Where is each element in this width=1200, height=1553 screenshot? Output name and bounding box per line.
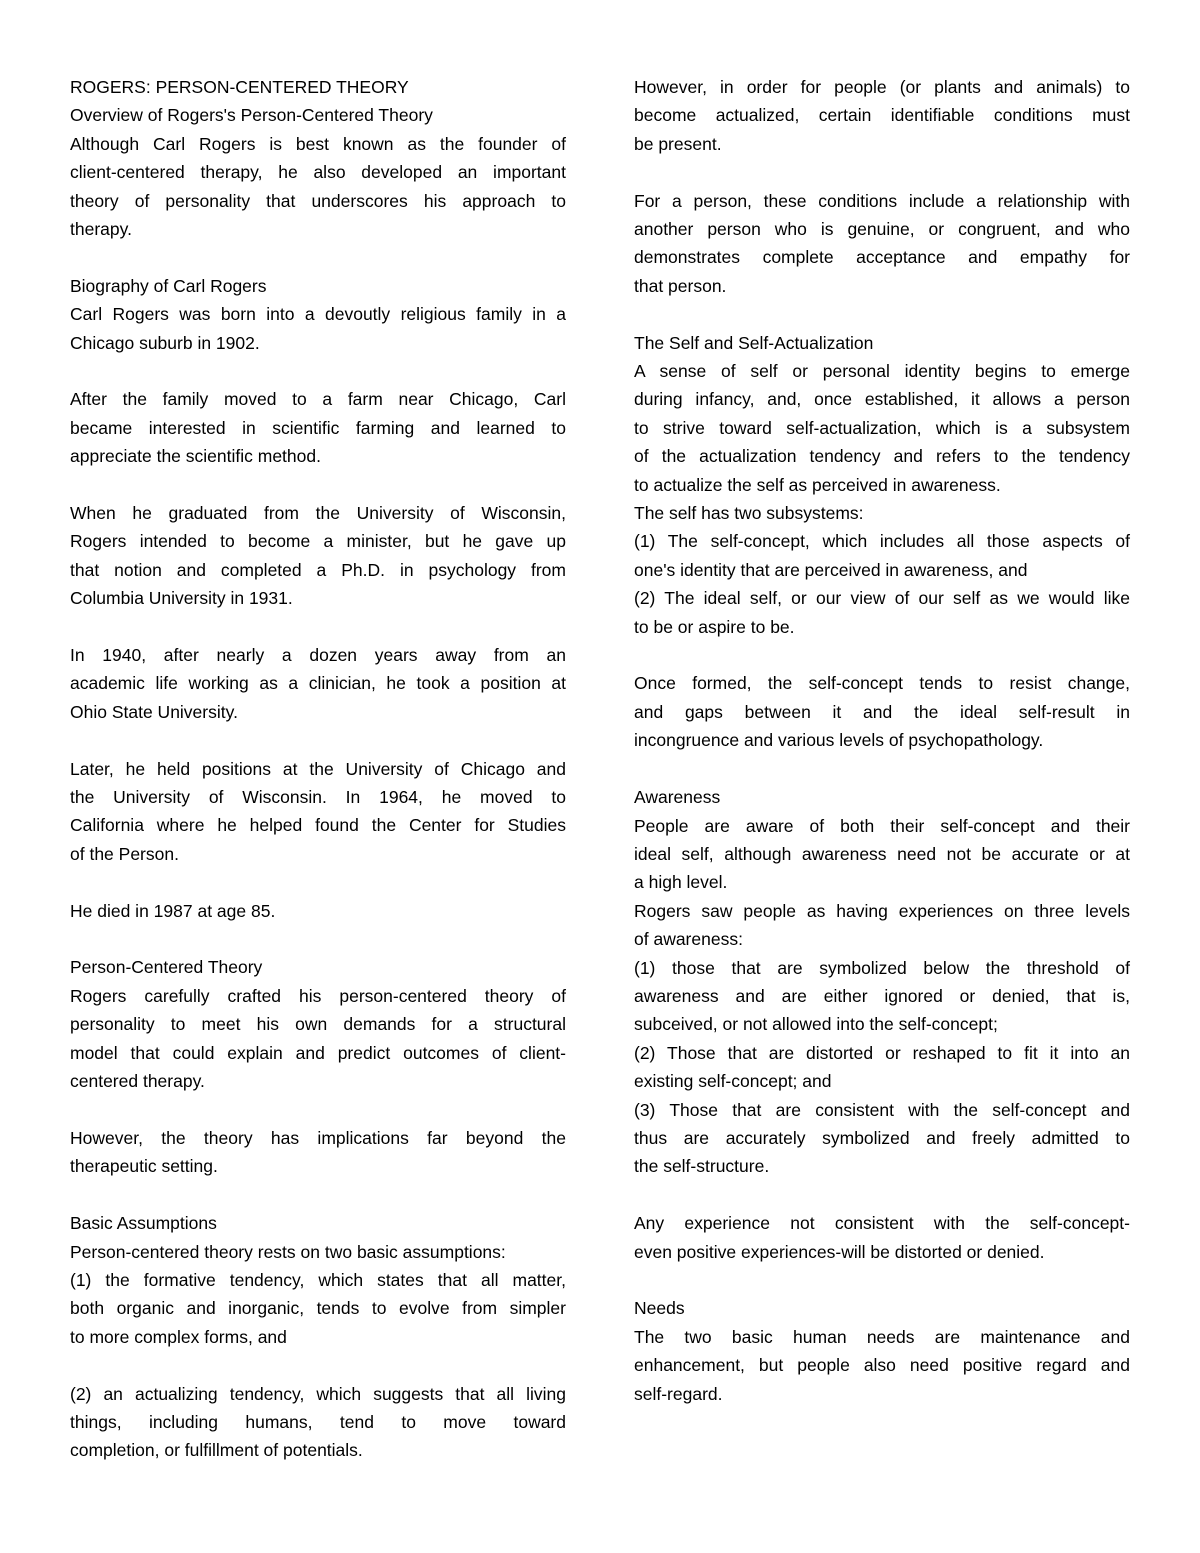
text-line: became interested in scientific farming and learned to [70,417,566,438]
text-line: After the family moved to a farm near Chicago, Carl [70,389,566,410]
paragraph [634,1323,1130,1408]
paragraph-spacer [634,1266,1130,1294]
paragraph-spacer [634,300,1130,328]
paragraph [634,1096,1130,1181]
paragraph [634,499,1130,527]
paragraph-spacer [70,1096,566,1124]
paragraph [634,669,1130,754]
paragraph [634,1209,1130,1266]
text-line: of awareness: [634,929,743,950]
section-heading [634,329,1130,357]
text-line: that person. [634,275,727,296]
text-line: to be or aspire to be. [634,616,795,637]
text-line: Basic Assumptions [70,1213,217,1234]
paragraph [70,130,566,244]
paragraph-spacer [70,868,566,896]
text-line: personality to meet his own demands for a structural [70,1014,566,1035]
paragraph [634,187,1130,301]
paragraph [70,1266,566,1351]
text-line: a high level. [634,872,728,893]
text-line: appreciate the scientific method. [70,446,321,467]
text-line: Later, he held positions at the University of Chicago and [70,758,566,779]
left-column [70,73,566,1465]
text-line: Rogers carefully crafted his person-centered theory of [70,985,566,1006]
paragraph [634,357,1130,499]
section-heading [70,1209,566,1237]
text-line: of the actualization tendency and refers to the tendency [634,446,1130,467]
text-line: The two basic human needs are maintenance and [634,1326,1130,1347]
text-line: Chicago suburb in 1902. [70,332,260,353]
paragraph [70,897,566,925]
paragraph [634,527,1130,584]
section-heading [634,783,1130,811]
section-heading [70,101,566,129]
text-line: Ohio State University. [70,701,238,722]
paragraph-spacer [70,243,566,271]
text-line: Biography of Carl Rogers [70,275,267,296]
paragraph-spacer [70,1181,566,1209]
paragraph [70,755,566,869]
paragraph [70,1124,566,1181]
paragraph [634,73,1130,158]
text-line: academic life working as a clinician, he took a position at [70,673,566,694]
text-line: the University of Wisconsin. In 1964, he moved to [70,787,566,808]
text-line: The self has two subsystems: [634,503,864,524]
paragraph [70,982,566,1096]
text-line: He died in 1987 at age 85. [70,900,276,921]
text-line: the self-structure. [634,1156,770,1177]
section-heading [70,272,566,300]
text-line: (2) Those that are distorted or reshaped to fit it into an [634,1042,1130,1063]
text-line: client-centered therapy, he also developed an important [70,162,566,183]
section-heading [70,73,566,101]
paragraph-spacer [70,357,566,385]
text-line: (1) the formative tendency, which states that all matter, [70,1269,566,1290]
text-line: ROGERS: PERSON-CENTERED THEORY [70,77,409,97]
text-line: to actualize the self as perceived in awareness. [634,474,1001,495]
paragraph-spacer [634,755,1130,783]
paragraph [70,1238,566,1266]
text-line: enhancement, but people also need positive regard and [634,1355,1130,1376]
text-line: therapeutic setting. [70,1156,218,1177]
text-line: Awareness [634,787,721,808]
paragraph [70,641,566,726]
text-line: However, the theory has implications far beyond the [70,1127,566,1148]
paragraph-spacer [70,471,566,499]
text-line: Person-centered theory rests on two basic assumptions: [70,1241,506,1262]
text-line: Once formed, the self-concept tends to resist change, [634,673,1130,694]
paragraph-spacer [70,925,566,953]
text-line: (2) an actualizing tendency, which suggests that all living [70,1383,566,1404]
text-line: A sense of self or personal identity begins to emerge [634,361,1130,382]
text-line: both organic and inorganic, tends to evolve from simpler [70,1298,566,1319]
paragraph [70,499,566,613]
text-line: model that could explain and predict outcomes of client- [70,1042,566,1063]
text-line: existing self-concept; and [634,1071,832,1092]
text-line: In 1940, after nearly a dozen years away from an [70,645,566,666]
text-line: to strive toward self-actualization, which is a subsystem [634,417,1130,438]
paragraph [634,897,1130,954]
text-line: to more complex forms, and [70,1326,287,1347]
text-line: (1) The self-concept, which includes all those aspects of [634,531,1130,552]
text-line: even positive experiences-will be distorted or denied. [634,1241,1045,1262]
paragraph [70,300,566,357]
text-line: incongruence and various levels of psychopathology. [634,730,1044,751]
text-line: of the Person. [70,843,179,864]
text-line: The Self and Self-Actualization [634,332,874,353]
paragraph [634,1039,1130,1096]
paragraph-spacer [634,1181,1130,1209]
paragraph [634,812,1130,897]
text-line: demonstrates complete acceptance and empathy for [634,247,1130,268]
text-line: completion, or fulfillment of potentials. [70,1440,363,1461]
text-line: become actualized, certain identifiable conditions must [634,105,1130,126]
text-line: another person who is genuine, or congruent, and who [634,219,1130,240]
text-line: For a person, these conditions include a relationship with [634,190,1130,211]
right-column [634,73,1130,1408]
section-heading [70,953,566,981]
text-line: Although Carl Rogers is best known as the founder of [70,133,566,154]
text-line: self-regard. [634,1383,723,1404]
text-line: thus are accurately symbolized and freely admitted to [634,1127,1130,1148]
paragraph [70,385,566,470]
text-line: Overview of Rogers's Person-Centered Theory [70,105,433,126]
paragraph-spacer [70,613,566,641]
text-line: subceived, or not allowed into the self-concept; [634,1014,998,1035]
text-line: Columbia University in 1931. [70,588,293,609]
text-line: Rogers intended to become a minister, but he gave up [70,531,566,552]
text-line: that notion and completed a Ph.D. in psychology from [70,559,566,580]
paragraph [634,584,1130,641]
paragraph [634,954,1130,1039]
text-line: People are aware of both their self-concept and their [634,815,1130,836]
text-line: Any experience not consistent with the self-concept- [634,1213,1130,1234]
text-line: California where he helped found the Center for Studies [70,815,566,836]
text-line: things, including humans, tend to move toward [70,1411,566,1432]
text-line: Carl Rogers was born into a devoutly religious family in a [70,304,566,325]
text-line: ideal self, although awareness need not be accurate or at [634,843,1130,864]
text-line: be present. [634,133,722,154]
text-line: Person-Centered Theory [70,957,263,978]
text-line: (2) The ideal self, or our view of our self as we would like [634,588,1130,609]
paragraph [70,1380,566,1465]
text-line: and gaps between it and the ideal self-result in [634,701,1130,722]
paragraph-spacer [70,1351,566,1379]
text-line: When he graduated from the University of Wisconsin, [70,503,566,524]
section-heading [634,1294,1130,1322]
paragraph-spacer [634,641,1130,669]
text-line: (3) Those that are consistent with the self-concept and [634,1099,1130,1120]
text-line: during infancy, and, once established, it allows a person [634,389,1130,410]
text-line: centered therapy. [70,1071,205,1092]
paragraph-spacer [634,158,1130,186]
text-line: Rogers saw people as having experiences on three levels [634,900,1130,921]
paragraph-spacer [70,726,566,754]
text-line: (1) those that are symbolized below the threshold of [634,957,1130,978]
text-line: awareness and are either ignored or denied, that is, [634,985,1130,1006]
text-line: Needs [634,1298,685,1319]
text-line: However, in order for people (or plants and animals) to [634,77,1130,97]
text-line: theory of personality that underscores his approach to [70,190,566,211]
text-line: therapy. [70,219,132,240]
text-line: one's identity that are perceived in awareness, and [634,559,1028,580]
